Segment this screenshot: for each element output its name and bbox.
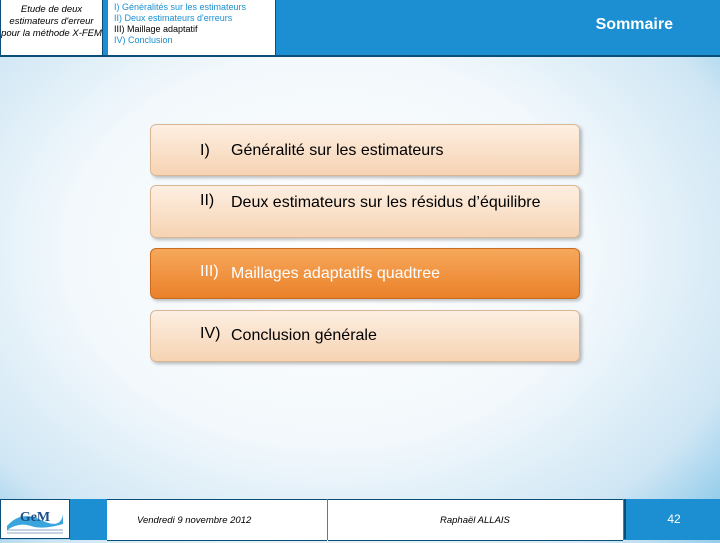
toc-label: Généralité sur les estimateurs	[231, 142, 444, 159]
toc-number: IV)	[200, 325, 221, 342]
gem-logo	[0, 499, 70, 539]
toc-item-4[interactable]	[150, 310, 580, 362]
section-title: Sommaire	[595, 16, 673, 33]
document-title-box	[0, 0, 103, 55]
outline-item[interactable]: I) Généralités sur les estimateurs	[114, 2, 247, 12]
outline-item[interactable]: II) Deux estimateurs d'erreurs	[114, 13, 233, 23]
toc-number: II)	[200, 192, 215, 209]
toc-item-3-current[interactable]	[150, 248, 580, 299]
outline-item-current[interactable]: III) Maillage adaptatif	[114, 24, 198, 34]
toc-number: I)	[200, 142, 210, 159]
toc-label: Deux estimateurs sur les résidus d’équilibre	[231, 194, 541, 211]
outline-box	[108, 0, 276, 55]
footer-date-box	[107, 499, 327, 541]
page-number: 42	[624, 499, 720, 539]
footer-author: Raphaël ALLAIS	[440, 515, 510, 526]
outline-item[interactable]: IV) Conclusion	[114, 35, 173, 45]
document-title: Etude de deux estimateurs d'erreur pour la méthode X-FEM	[1, 4, 102, 39]
header-divider	[0, 55, 720, 57]
logo-text: GeM	[19, 510, 51, 525]
toc-number: III)	[200, 263, 219, 280]
toc-item-2[interactable]	[150, 185, 580, 238]
footer-author-box	[328, 499, 623, 541]
gem-logo-icon	[1, 500, 69, 538]
toc-label: Maillages adaptatifs quadtree	[231, 265, 441, 282]
outline-list	[108, 0, 275, 46]
footer-date: Vendredi 9 novembre 2012	[137, 515, 252, 526]
toc-item-1[interactable]	[150, 124, 580, 176]
toc-label: Conclusion générale	[231, 327, 377, 344]
